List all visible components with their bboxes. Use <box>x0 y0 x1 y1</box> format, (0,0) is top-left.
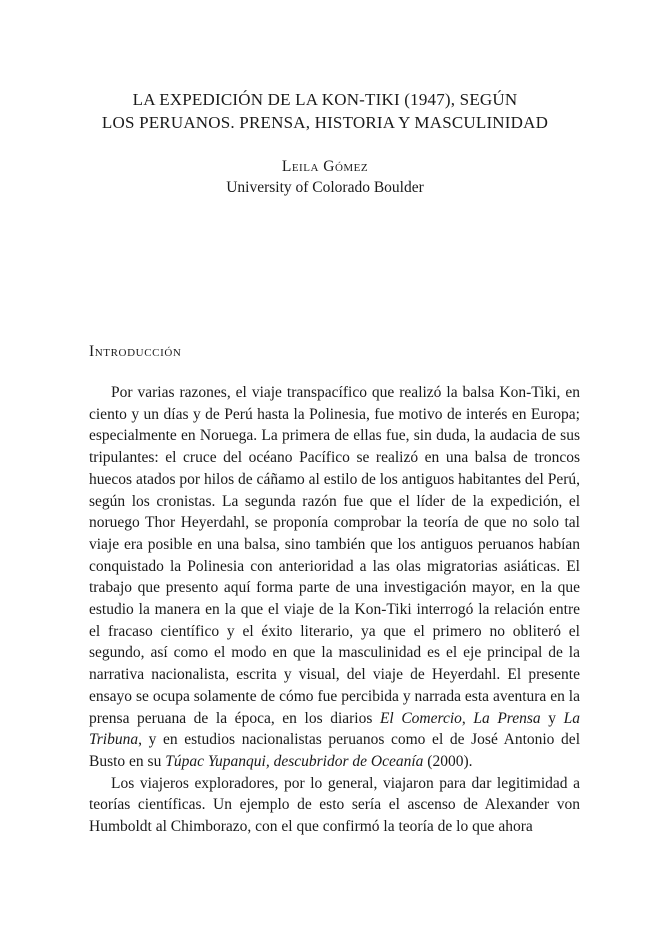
article-title <box>60 88 590 134</box>
body-text <box>89 382 580 838</box>
paragraph-text: , <box>461 709 474 727</box>
author-name: Leila Gómez <box>281 158 369 175</box>
newspaper-title: El Comercio <box>379 709 462 727</box>
newspaper-title: La Tribuna <box>89 709 580 749</box>
section-heading: Introducción <box>89 343 182 360</box>
paragraph: Los viajeros exploradores, por lo general, viajaron para dar legitimidad a teorías científicas. Un ejemplo de esto sería el ascenso de Alexander von Humboldt al Chimborazo, con el que confirmó la teoría de lo que ahora <box>89 774 580 836</box>
article-title-line-1: LA EXPEDICIÓN DE LA KON-TIKI (1947), SEGÚN <box>132 90 518 109</box>
newspaper-title: La Prensa <box>473 709 541 727</box>
paragraph-text: (2000). <box>423 752 473 770</box>
book-title: Túpac Yupanqui, descubridor de Oceanía <box>165 752 424 770</box>
paragraph <box>89 382 580 773</box>
author-affiliation: University of Colorado Boulder <box>226 179 424 196</box>
article-title-line-2: LOS PERUANOS. PRENSA, HISTORIA Y MASCULINIDAD <box>101 113 549 132</box>
paragraph-text: , y en estudios nacionalistas peruanos como el de José Antonio del Busto en su <box>89 731 580 770</box>
paragraph-text: Por varias razones, el viaje transpacífico que realizó la balsa Kon-Tiki, en ciento y un días y de Perú hasta la Polinesia, fue motivo de interés en Europa; especialmente en Noruega. La primera de ellas fue, sin duda, la audacia de sus tripulantes: el cruce del océano Pacífico se realizó en una balsa de troncos huecos atados por hilos de cáñamo al estilo de los antiguos habitantes del Perú, según los cronistas. La segunda razón fue que el líder de la expedición, el noruego Thor Heyerdahl, se proponía comprobar la teoría de que no solo tal viaje era posible en una balsa, sino también que los antiguos peruanos habían conquistado la Polinesia con anterioridad a las olas migratorias asiáticas. El trabajo que presento aquí forma parte de una investigación mayor, en la que estudio la manera en la que el viaje de la Kon-Tiki interrogó la relación entre el fracaso científico y el éxito literario, ya que el primero no obliteró el segundo, así como el modo en que la masculinidad es el eje principal de la narrativa nacionalista, escrita y visual, del viaje de Heyerdahl. El presente ensayo se ocupa solamente de cómo fue percibida y narrada esta aventura en la prensa peruana de la época, en los diarios <box>89 384 580 727</box>
paragraph-text: y <box>540 709 564 727</box>
